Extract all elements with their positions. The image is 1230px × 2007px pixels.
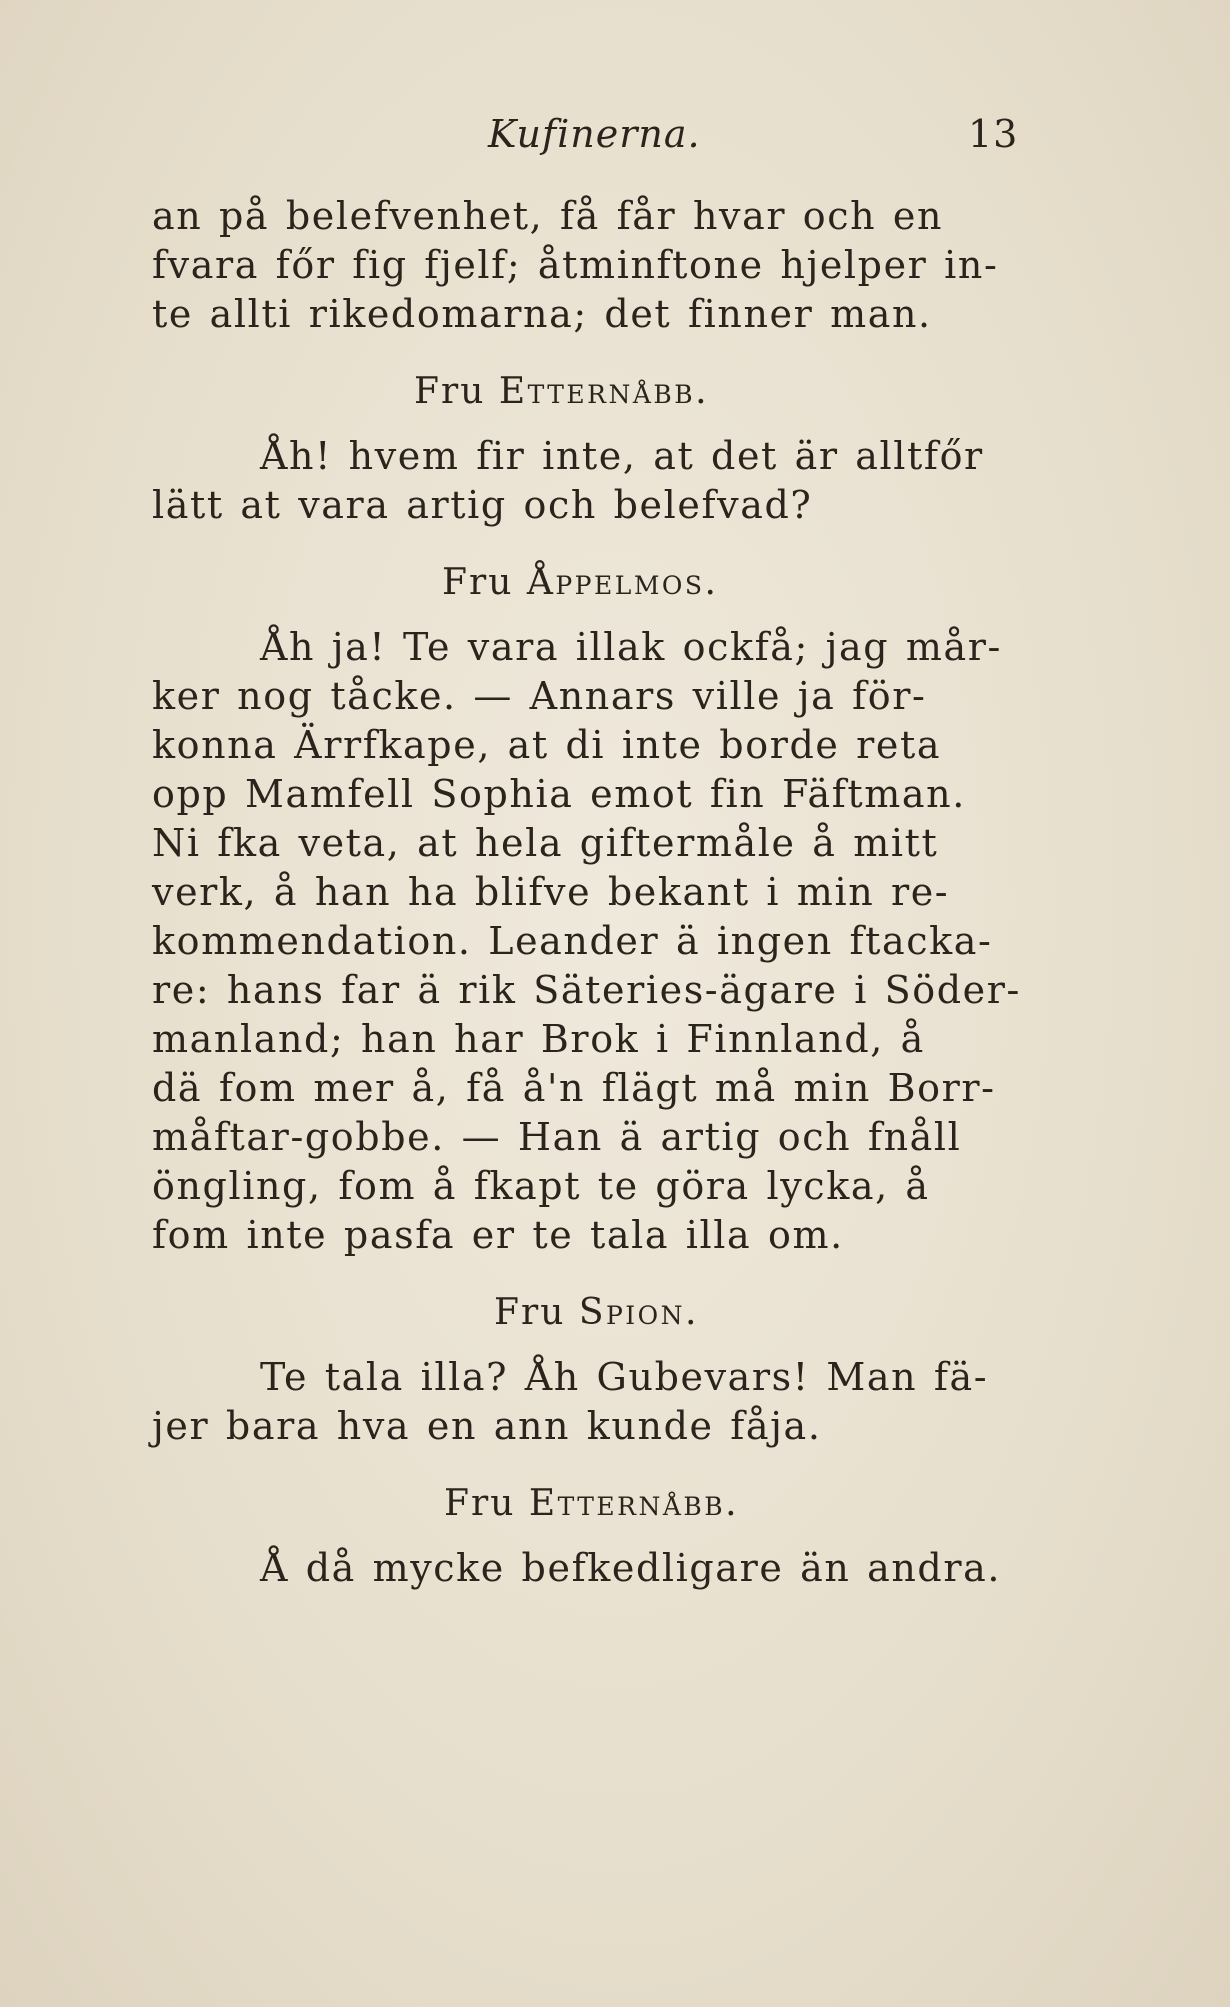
spacer (152, 607, 1052, 623)
spacer (152, 1528, 1052, 1544)
text-line: Ni fka veta, at hela giftermåle å mitt (152, 821, 939, 865)
text-line: verk, å han ha blifve bekant i min re- (152, 870, 950, 914)
spacer (152, 1337, 1052, 1353)
text-line: öngling, fom å fkapt te göra lycka, å (152, 1164, 930, 1208)
paragraph (152, 1353, 1052, 1451)
speaker-name: Åppelmos. (526, 562, 719, 603)
spacer (152, 416, 1052, 432)
speaker-name: Spion. (578, 1292, 700, 1333)
text-line: Åh ja! Te vara illak ockfå; jag mår- (260, 625, 1002, 669)
text-line: fvara főr fig fjelf; åtminftone hjelper in- (152, 243, 999, 287)
text-line: kommendation. Leander ä ingen ftacka- (152, 919, 993, 963)
paragraph (152, 192, 1052, 339)
text-line: Åh! hvem fir inte, at det är alltfőr (260, 434, 984, 478)
speaker-name: Etternåbb. (528, 1483, 740, 1524)
spacer (152, 1451, 1052, 1479)
text-line: Å då mycke befkedligare än andra. (260, 1546, 1002, 1590)
text-line: dä fom mer å, få å'n flägt må min Borr- (152, 1066, 996, 1110)
page-header (0, 112, 1230, 162)
text-line: lätt at vara artig och belefvad? (152, 483, 813, 527)
spacer (152, 530, 1052, 558)
spacer (152, 339, 1052, 367)
text-line: Te tala illa? Åh Gubevars! Man fä- (260, 1355, 989, 1399)
text-line: te allti rikedomarna; det finner man. (152, 292, 932, 336)
text-line: måftar-gobbe. — Han ä artig och fnåll (152, 1115, 962, 1159)
speaker-prefix: Fru (444, 1483, 516, 1524)
paragraph (152, 1544, 1052, 1593)
text-line: opp Mamfell Sophia emot fin Fäftman. (152, 772, 966, 816)
paragraph (152, 623, 1052, 1260)
text-line: ker nog tåcke. — Annars ville ja för- (152, 674, 927, 718)
spacer (152, 1260, 1052, 1288)
text-line: konna Ärrfkape, at di inte borde reta (152, 723, 942, 767)
speaker-prefix: Fru (494, 1292, 566, 1333)
speaker-prefix: Fru (442, 562, 514, 603)
text-line: re: hans far ä rik Säteries-ägare i Söder- (152, 968, 1021, 1012)
body-text (152, 192, 1052, 1593)
text-line: an på belefvenhet, få får hvar och en (152, 194, 944, 238)
text-line: manland; han har Brok i Finnland, å (152, 1017, 925, 1061)
speaker-name: Etternåbb. (498, 371, 710, 412)
page-number: 13 (968, 112, 1019, 156)
speaker-heading (152, 1288, 1052, 1337)
speaker-heading (152, 1479, 1052, 1528)
text-line: jer bara hva en ann kunde fåja. (152, 1404, 822, 1448)
paragraph (152, 432, 1052, 530)
running-title: Kufinerna. (488, 112, 701, 156)
speaker-prefix: Fru (414, 371, 486, 412)
speaker-heading (152, 367, 1052, 416)
speaker-heading (152, 558, 1052, 607)
text-line: fom inte pasfa er te tala illa om. (152, 1213, 844, 1257)
